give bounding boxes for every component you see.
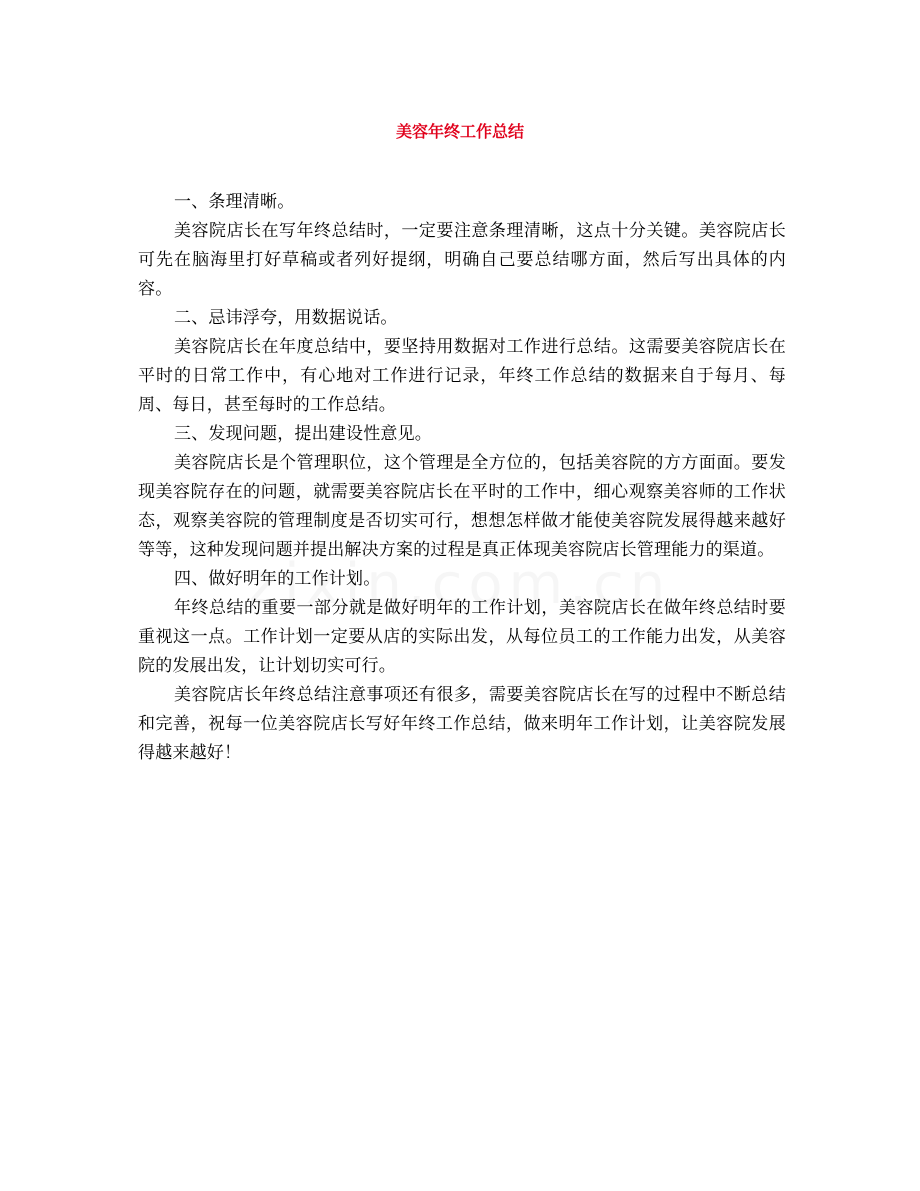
paragraph-4: 年终总结的重要一部分就是做好明年的工作计划，美容院店长在做年终总结时要重视这一点。工作计划一定要从店的实际出发，从每位员工的工作能力出发，从美容院的发展出发，让计划切实可行。 [138,598,786,676]
paragraph-1: 美容院店长在写年终总结时，一定要注意条理清晰，这点十分关键。美容院店长可先在脑海里打好草稿或者列好提纲，明确自己要总结哪方面，然后写出具体的内容。 [138,221,786,299]
document-title: 美容年终工作总结 [395,122,524,141]
document-body [138,188,786,768]
paragraph-3: 美容院店长是个管理职位，这个管理是全方位的，包括美容院的方方面面。要发现美容院存在的问题，就需要美容院店长在平时的工作中，细心观察美容师的工作状态，观察美容院的管理制度是否切实可行，想想怎样做才能使美容院发展得越来越好等等，这种发现问题并提出解决方案的过程是真正体现美容院店长管理能力的渠道。 [138,453,786,560]
paragraph-2: 美容院店长在年度总结中，要坚持用数据对工作进行总结。这需要美容院店长在平时的日常工作中，有心地对工作进行记录，年终工作总结的数据来自于每月、每周、每日，甚至每时的工作总结。 [138,337,786,415]
heading-4: 四、做好明年的工作计划。 [174,569,381,589]
heading-3: 三、发现问题，提出建设性意见。 [174,424,432,444]
heading-1: 一、条理清晰。 [174,192,295,212]
heading-2: 二、忌讳浮夸，用数据说话。 [174,308,398,328]
paragraph-conclusion: 美容院店长年终总结注意事项还有很多，需要美容院店长在写的过程中不断总结和完善，祝每一位美容院店长写好年终工作总结，做来明年工作计划，让美容院发展得越来越好！ [138,685,786,763]
